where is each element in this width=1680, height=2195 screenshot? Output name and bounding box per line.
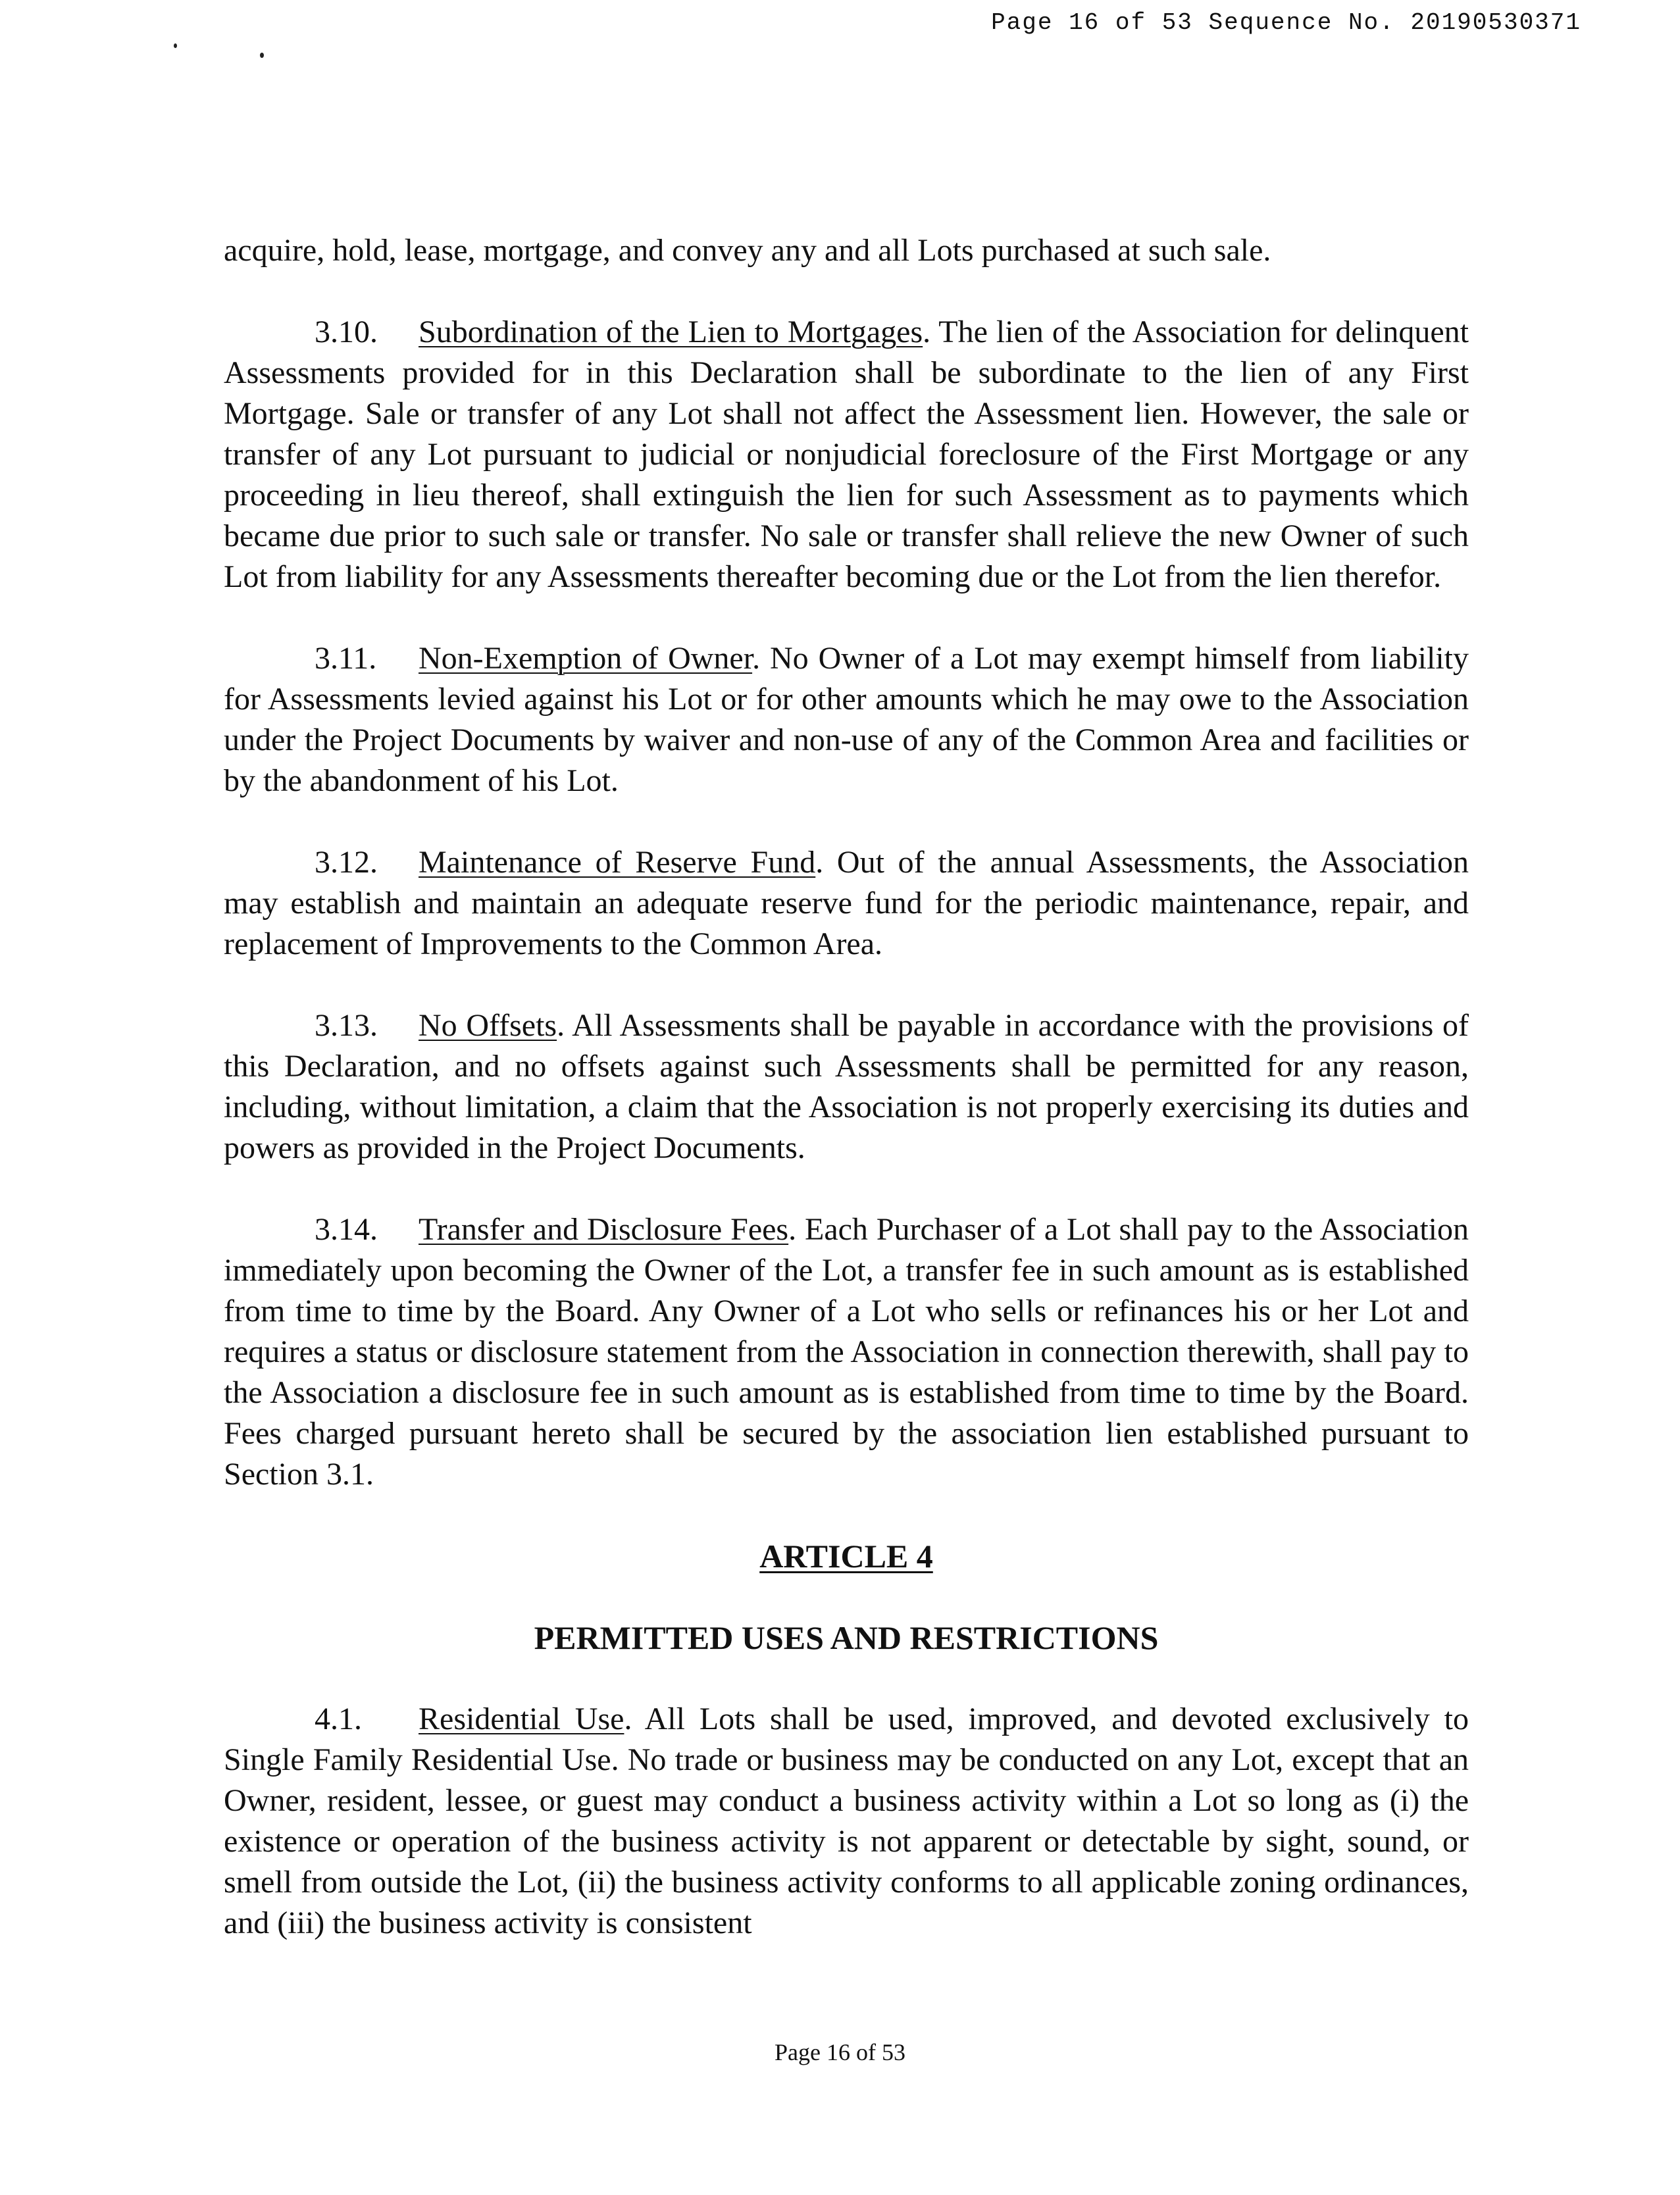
section-text: . All Lots shall be used, improved, and devoted exclusively to Single Family Residential Use. No trade or business may be conducted on any Lot, except that an Owner, resident, lessee, or guest may conduct a business activity within a Lot so long as (i) the existence or operation of the business activity is not apparent or detectable by sight, sound, or smell from outside the Lot, (ii) the business activity conforms to all applicable zoning ordinances, and (iii) the business activity is consistent [224,1702,1469,1940]
section-text: . All Assessments shall be payable in accordance with the provisions of this Declaration, and no offsets against such Assessments shall be permitted for any reason, including, without limitation, a claim that the Association is not properly exercising its duties and powers as provided in the Project Documents. [224,1008,1469,1165]
section-number: 3.13. [315,1008,378,1043]
section-title: Non-Exemption of Owner [419,641,753,676]
continuation-paragraph: acquire, hold, lease, mortgage, and convey any and all Lots purchased at such sale. [224,233,1271,268]
section-3-12 [224,842,1469,965]
section-number: 3.12. [315,845,378,880]
section-number: 4.1. [315,1702,362,1736]
section-title: No Offsets [419,1008,557,1043]
section-text: . Out of the annual Assessments, the Association may establish and maintain an adequate reserve fund for the periodic maintenance, repair, and replacement of Improvements to the Common Area. [224,845,1469,961]
page-sequence-header: Page 16 of 53 Sequence No. 20190530371 [991,9,1581,36]
section-number: 3.11. [315,641,377,676]
section-title: Subordination of the Lien to Mortgages [419,315,923,349]
section-3-14 [224,1209,1469,1495]
section-title: Maintenance of Reserve Fund [419,845,816,880]
section-3-11 [224,638,1469,801]
section-text: . The lien of the Association for delinquent Assessments provided for in this Declaration shall be subordinate to the lien of any First Mortgage. Sale or transfer of any Lot shall not affect the Assessment lien. However, the sale or transfer of any Lot pursuant to judicial or nonjudicial foreclosure of the First Mortgage or any proceeding in lieu thereof, shall extinguish the lien for such Assessment as to payments which became due prior to such sale or transfer. No sale or transfer shall relieve the new Owner of such Lot from liability for any Assessments thereafter becoming due or the Lot from the lien therefor. [224,315,1469,594]
scan-speck [260,53,264,58]
section-number: 3.14. [315,1212,378,1247]
scan-speck [174,43,177,48]
section-text: . Each Purchaser of a Lot shall pay to the Association immediately upon becoming the Owner of the Lot, a transfer fee in such amount as is established from time to time by the Board. Any Owner of a Lot who sells or refinances his or her Lot and requires a status or disclosure statement from the Association in connection therewith, shall pay to the Association a disclosure fee in such amount as is established from time to time by the Board. Fees charged pursuant hereto shall be secured by the association lien established pursuant to Section 3.1. [224,1212,1469,1492]
section-4-1 [224,1699,1469,1944]
article-subtitle: PERMITTED USES AND RESTRICTIONS [534,1619,1159,1656]
section-3-10 [224,312,1469,597]
section-title: Transfer and Disclosure Fees [419,1212,789,1247]
document-body [224,230,1469,1984]
article-heading: ARTICLE 4 [759,1538,933,1575]
page-footer: Page 16 of 53 [775,2039,905,2065]
section-text: . No Owner of a Lot may exempt himself from liability for Assessments levied against his Lot or for other amounts which he may owe to the Association under the Project Documents by waiver and non-use of any of the Common Area and facilities or by the abandonment of his Lot. [224,641,1469,798]
section-title: Residential Use [419,1702,624,1736]
section-3-13 [224,1005,1469,1169]
section-number: 3.10. [315,315,378,349]
